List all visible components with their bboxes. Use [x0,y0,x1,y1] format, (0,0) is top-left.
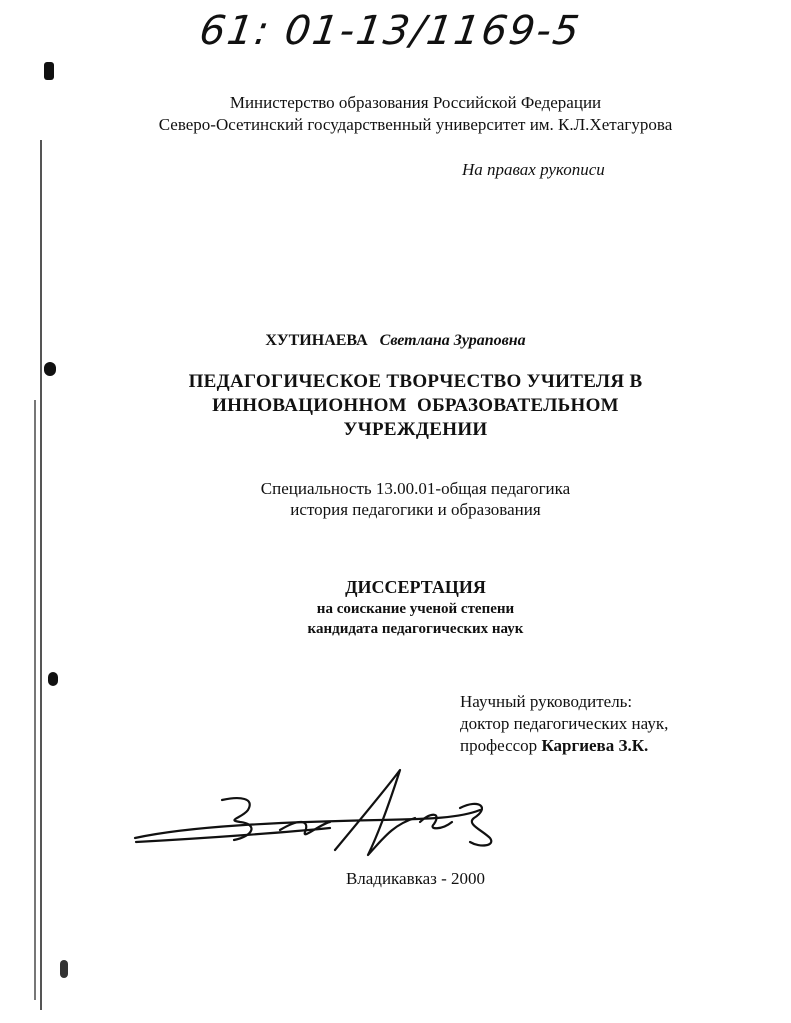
supervisor-title-line [460,735,668,757]
supervisor-name: Каргиева З.К. [541,736,649,755]
scan-mark [48,672,58,686]
degree-line: на соискание ученой степени [316,601,515,617]
title-line: УЧРЕЖДЕНИИ [343,419,488,440]
ministry-line: Министерство образования Российской Федерации [229,93,602,112]
city-year-text: Владикавказ - 2000 [345,869,486,888]
scan-mark [60,960,68,978]
dissertation-block [0,575,791,639]
author-given-names: Светлана Зураповна [379,332,526,349]
supervisor-degree: доктор педагогических наук, [460,714,669,733]
archive-number: 61: 01-13/1169-5 [196,8,584,54]
author-name [0,332,791,350]
dissertation-heading: ДИССЕРТАЦИЯ [345,577,486,597]
author-surname: ХУТИНАЕВА [265,332,368,349]
institution-header [0,92,791,136]
title-line: ПЕДАГОГИЧЕСКОЕ ТВОРЧЕСТВО УЧИТЕЛЯ В [188,371,643,392]
degree-line: кандидата педагогических наук [307,621,524,637]
rights-note: На правах рукописи [462,160,605,179]
title-line: ИННОВАЦИОННОМ ОБРАЗОВАТЕЛЬНОМ [212,395,619,416]
handwritten-signature [130,760,550,870]
scan-mark [44,62,54,80]
supervisor-label: Научный руководитель: [460,692,633,711]
specialty [0,478,791,520]
city-year [0,869,791,889]
supervisor-title: профессор [460,736,538,755]
thesis-title [0,370,791,442]
specialty-line: Специальность 13.00.01-общая педагогика [260,479,571,498]
university-line: Северо-Осетинский государственный университет им. К.Л.Хетагурова [158,115,673,134]
supervisor-block [460,691,668,757]
specialty-line: история педагогики и образования [290,500,541,519]
